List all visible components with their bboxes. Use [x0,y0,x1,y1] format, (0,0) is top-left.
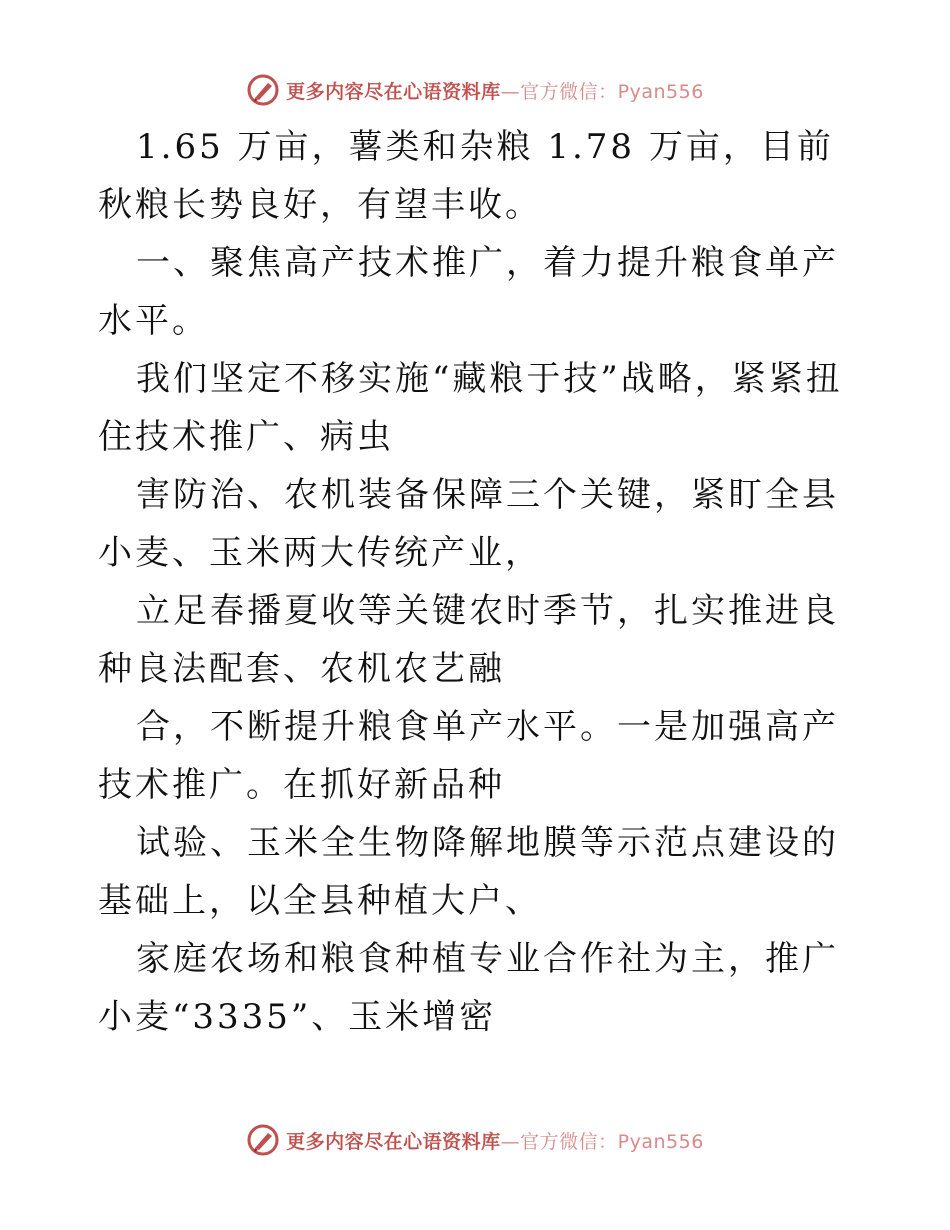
pen-logo-icon [246,73,280,107]
paragraph: 1.65 万亩，薯类和杂粮 1.78 万亩，目前秋粮长势良好，有望丰收。 [98,127,834,225]
document-body [98,118,858,1046]
paragraph: 我们坚定不移实施“藏粮于技”战略，紧紧扭住技术推广、病虫 [98,359,843,457]
paragraph: 家庭农场和粮食种植专业合作社为主，推广小麦“3335”、玉米增密 [98,939,839,1037]
paragraph: 试验、玉米全生物降解地膜等示范点建设的基础上，以全县种植大户、 [98,823,839,921]
banner-text [286,1127,704,1154]
banner-text [286,77,704,104]
header-banner [0,70,950,110]
paragraph: 合，不断提升粮食单产水平。一是加强高产技术推广。在抓好新品种 [98,707,839,805]
paragraph: 害防治、农机装备保障三个关键，紧盯全县小麦、玉米两大传统产业， [98,475,839,573]
paragraph: 立足春播夏收等关键农时季节，扎实推进良种良法配套、农机农艺融 [98,591,839,689]
banner-wechat: —官方微信：Pyan556 [500,1130,704,1153]
pen-logo-icon [246,1123,280,1157]
banner-brand: 更多内容尽在心语资料库 [286,1130,501,1153]
footer-banner [0,1120,950,1160]
paragraph: 一、聚焦高产技术推广，着力提升粮食单产水平。 [98,243,839,341]
banner-wechat: —官方微信：Pyan556 [500,80,704,103]
banner-brand: 更多内容尽在心语资料库 [286,80,501,103]
